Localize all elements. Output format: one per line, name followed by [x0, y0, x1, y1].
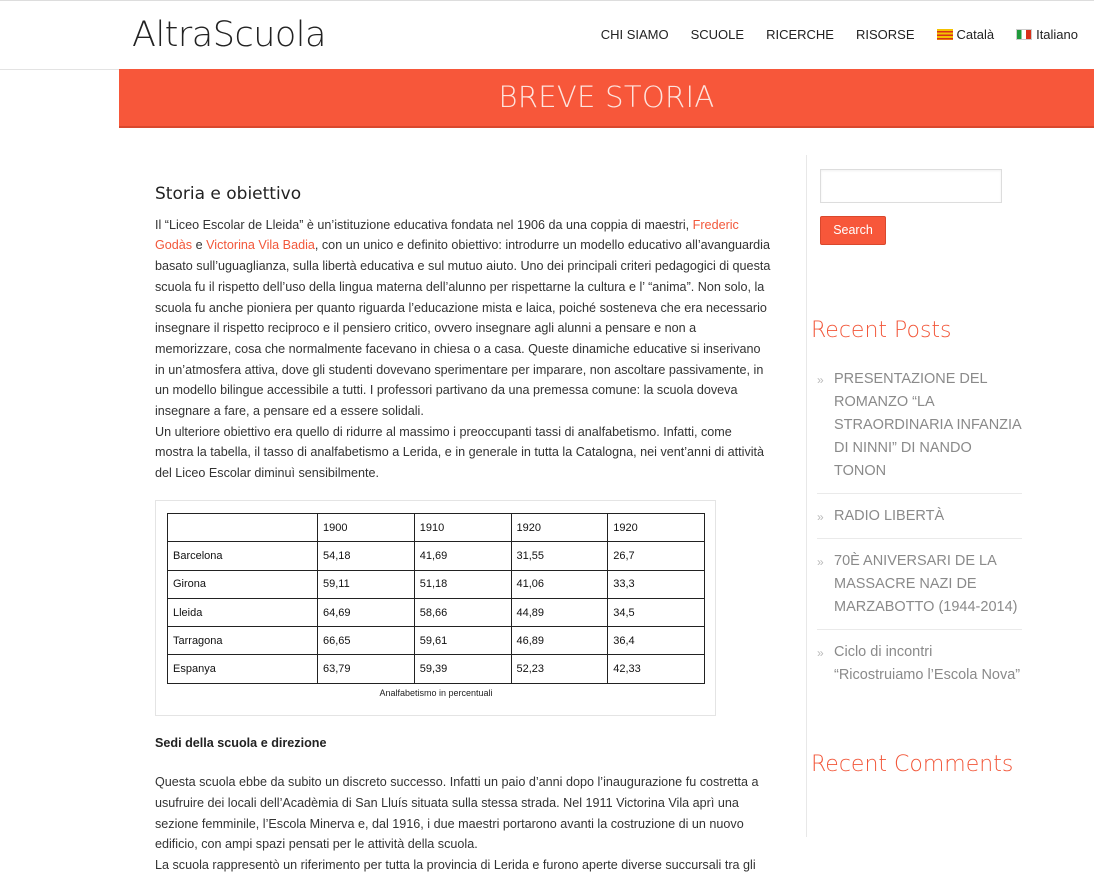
nav-label: SCUOLE — [690, 27, 745, 42]
table-cell: 59,11 — [318, 570, 415, 598]
table-cell: 41,69 — [414, 542, 511, 570]
double-chevron-right-icon: » — [817, 646, 824, 660]
table-cell: 54,18 — [318, 542, 415, 570]
list-item — [817, 505, 1022, 539]
article-body-continued — [155, 772, 773, 875]
table-row — [168, 627, 705, 655]
link-frederic-godas[interactable]: Frederic Godàs — [155, 217, 739, 253]
list-item — [817, 368, 1022, 494]
table-cell: Barcelona — [168, 542, 318, 570]
nav-scuole[interactable] — [691, 27, 744, 42]
nav-risorse[interactable] — [856, 27, 915, 42]
table-cell: 1900 — [318, 514, 415, 542]
recent-posts-title: Recent Posts — [811, 318, 952, 343]
table-cell: 44,89 — [511, 598, 608, 626]
table-cell: 36,4 — [608, 627, 705, 655]
recent-post-link[interactable]: 70È ANIVERSARI DE LA MASSACRE NAZI DE MARZABOTTO (1944-2014) — [834, 553, 1018, 615]
table-row — [168, 655, 705, 683]
table-cell: 66,65 — [318, 627, 415, 655]
page-title: BREVE STORIA — [498, 80, 715, 114]
table-cell: 59,39 — [414, 655, 511, 683]
text-run: , con un unico e definito obiettivo: introdurre un modello educativo all’avanguardia basato sull’uguaglianza, sulla libertà educativa e sul mutuo aiuto. Uno dei principali criteri pedagogici di questa scuola fu il rispetto dell’uso della lingua materna dell’alunno per rispettarne la cultura e l’ “anima”. Non solo, la scuola fu anche pioniera per quanto riguarda l’educazione mista e laica, poiché sosteneva che era necessario insegnare il rispetto reciproco e il pensiero critico, ovvero insegnare agli alunni a pensare e non a memorizzare, cosa che normalmente facevano in chiesa o a casa. Queste dinamiche educative si inserivano in un’atmosfera attiva, dove gli studenti dovevano sperimentare per imparare, non ascoltare passivamente, in un modello bilingue accessibile a tutti. I professori partivano da una premessa comune: la scuola doveva insegnare a fare, a pensare ed a essere solidali. — [155, 238, 771, 419]
table-cell: 51,18 — [414, 570, 511, 598]
table-cell: 59,61 — [414, 627, 511, 655]
nav-label: RISORSE — [855, 27, 915, 42]
sidebar-divider — [806, 155, 807, 837]
table-cell: 1920 — [608, 514, 705, 542]
site-header — [0, 0, 1094, 70]
nav-chi-siamo[interactable] — [601, 27, 669, 42]
text-run: e — [192, 238, 207, 253]
table-row — [168, 598, 705, 626]
table-cell: Espanya — [168, 655, 318, 683]
nav-lang-catala[interactable] — [937, 27, 995, 42]
recent-posts-list — [817, 368, 1022, 708]
recent-post-link[interactable]: PRESENTAZIONE DEL ROMANZO “LA STRAORDINARIA INFANZIA DI NINNI” DI NANDO TONON — [834, 371, 1021, 479]
section-subheading: Sedi della scuola e direzione — [155, 736, 327, 750]
table-cell: 41,06 — [511, 570, 608, 598]
illiteracy-table-figure — [155, 500, 716, 716]
table-cell: 64,69 — [318, 598, 415, 626]
table-cell — [168, 514, 318, 542]
list-item — [817, 641, 1022, 697]
article-heading: Storia e obiettivo — [155, 184, 302, 204]
recent-post-link[interactable]: RADIO LIBERTÀ — [834, 508, 945, 524]
nav-lang-italiano[interactable] — [1016, 27, 1078, 42]
search-button[interactable]: Search — [820, 216, 886, 245]
table-cell: Girona — [168, 570, 318, 598]
table-cell: 42,33 — [608, 655, 705, 683]
nav-label: Català — [956, 27, 995, 42]
list-item — [817, 550, 1022, 630]
recent-comments-title: Recent Comments — [811, 752, 1014, 777]
table-cell: 63,79 — [318, 655, 415, 683]
table-cell: 58,66 — [414, 598, 511, 626]
double-chevron-right-icon: » — [817, 510, 824, 524]
catalan-flag-icon — [937, 29, 953, 40]
nav-label: CHI SIAMO — [600, 27, 669, 42]
site-logo[interactable]: AltraScuola — [132, 15, 326, 55]
text-run: Il “Liceo Escolar de Lleida” è un’istituzione educativa fondata nel 1906 da una coppia di maestri, — [155, 217, 693, 232]
table-cell: 31,55 — [511, 542, 608, 570]
table-cell: 1920 — [511, 514, 608, 542]
italian-flag-icon — [1016, 29, 1032, 40]
nav-label: RICERCHE — [766, 27, 834, 42]
link-victorina-vila-badia[interactable]: Victorina Vila Badia — [206, 238, 315, 253]
nav-label: Italiano — [1036, 27, 1078, 42]
nav-ricerche[interactable] — [766, 27, 834, 42]
double-chevron-right-icon: » — [817, 373, 824, 387]
table-cell: 33,3 — [608, 570, 705, 598]
table-header-row — [168, 514, 705, 542]
article-body — [155, 184, 773, 484]
table-row — [168, 570, 705, 598]
table-cell: Tarragona — [168, 627, 318, 655]
table-cell: 1910 — [414, 514, 511, 542]
table-cell: 46,89 — [511, 627, 608, 655]
recent-post-link[interactable]: Ciclo di incontri “Ricostruiamo l’Escola Nova” — [834, 644, 1021, 683]
table-caption: Analfabetismo in percentuali — [379, 688, 493, 698]
main-nav — [579, 27, 1078, 42]
search-input[interactable] — [820, 169, 1002, 203]
table-row — [168, 542, 705, 570]
article-paragraph-3: Questa scuola ebbe da subito un discreto successo. Infatti un paio d’anni dopo l’inaugurazione fu costretta a usufruire dei locali dell’Acadèmia di San Lluís situata sulla stessa strada. Nel 1911 Victorina Vila aprì una sezione femminile, l’Escola Minerva e, dal 1916, i due maestri portarono avanti la costruzione di un nuovo edificio, con ampi spazi pensati per le attività della scuola. — [155, 775, 759, 852]
table-cell: 26,7 — [608, 542, 705, 570]
article-paragraph-2: Un ulteriore obiettivo era quello di ridurre al massimo i preoccupanti tassi di analfabetismo. Infatti, come mostra la tabella, il tasso di analfabetismo a Lerida, e in generale in tutta la Catalogna, nei vent’anni di attività del Liceo Escolar diminuì sensibilmente. — [155, 424, 765, 481]
table-cell: 52,23 — [511, 655, 608, 683]
table-cell: Lleida — [168, 598, 318, 626]
article-paragraph-1 — [155, 215, 773, 422]
double-chevron-right-icon: » — [817, 555, 824, 569]
page-banner — [119, 69, 1094, 128]
illiteracy-table — [167, 513, 705, 684]
table-cell: 34,5 — [608, 598, 705, 626]
article-paragraph-4: La scuola rappresentò un riferimento per tutta la provincia di Lerida e furono aperte diverse succursali tra gli — [155, 858, 756, 873]
